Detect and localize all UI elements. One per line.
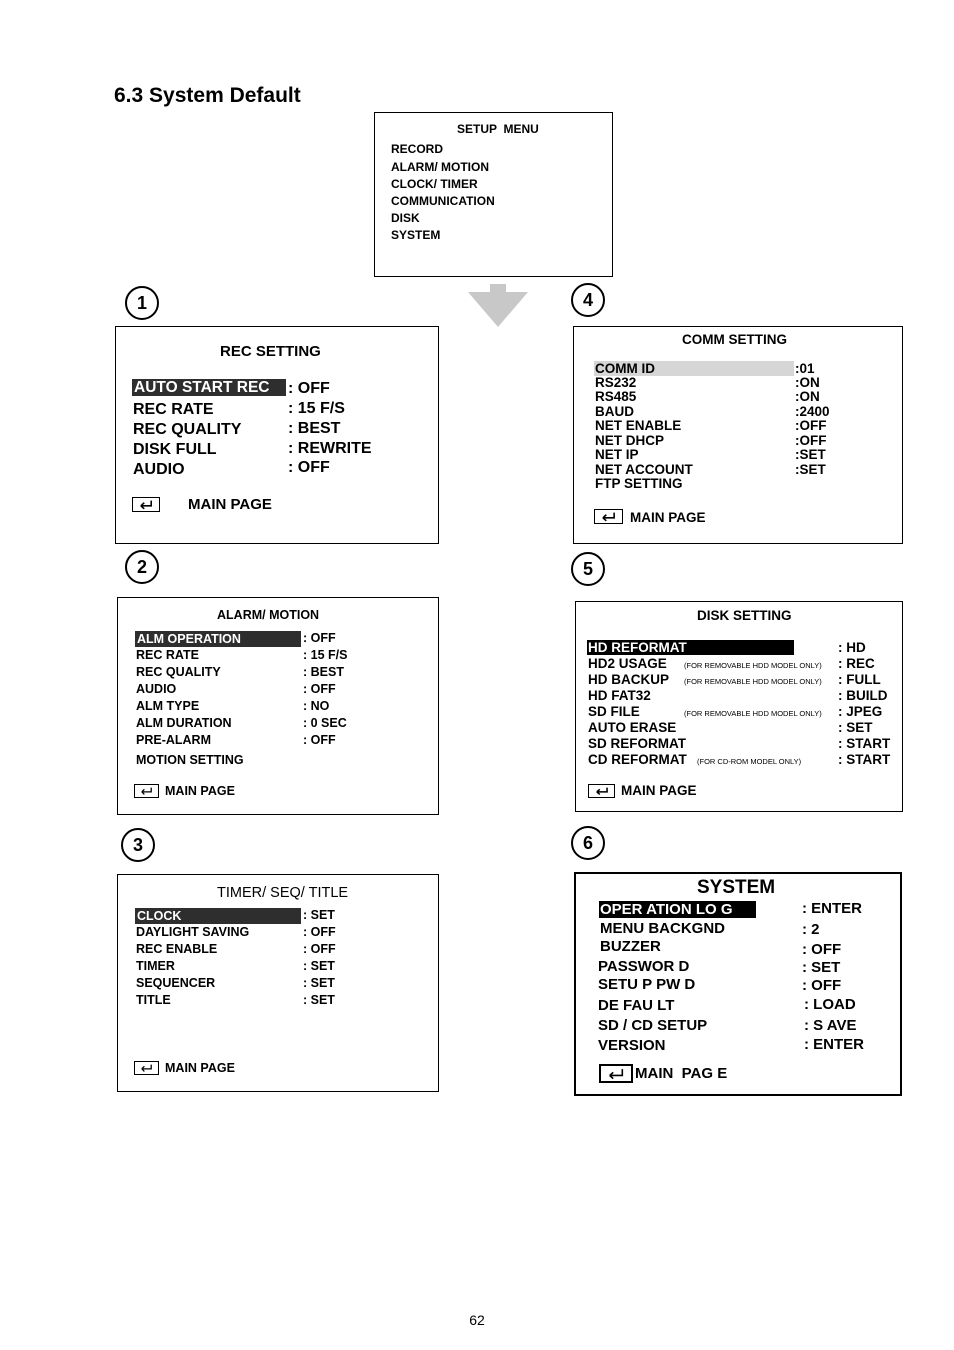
system-row-sd-cd-setup[interactable]: SD / CD SETUP bbox=[598, 1017, 708, 1034]
disk-row-sd-reformat[interactable]: SD REFORMAT bbox=[588, 736, 686, 751]
timer-row-rec-enable[interactable]: REC ENABLE bbox=[136, 942, 218, 956]
comm-row-net-account[interactable]: NET ACCOUNT bbox=[595, 462, 693, 477]
rec-setting-box bbox=[115, 326, 439, 544]
comm-row-rs232[interactable]: RS232 bbox=[595, 375, 637, 390]
disk-row-sd-file-note: (FOR REMOVABLE HDD MODEL ONLY) bbox=[684, 709, 822, 718]
system-row-password[interactable]: PASSWOR D bbox=[598, 958, 690, 975]
disk-row-sd-file-value: : JPEG bbox=[838, 704, 883, 719]
alarm-row-pre-alarm-value: : OFF bbox=[303, 733, 336, 747]
system-row-password-value: : SET bbox=[802, 959, 841, 976]
timer-row-clock-value: : SET bbox=[303, 908, 335, 922]
timer-main-page-link[interactable]: MAIN PAGE bbox=[165, 1061, 235, 1075]
alarm-row-audio[interactable]: AUDIO bbox=[136, 682, 177, 696]
comm-row-net-dhcp[interactable]: NET DHCP bbox=[595, 433, 665, 448]
disk-row-hd-backup[interactable]: HD BACKUP bbox=[588, 672, 669, 687]
rec-row-disk-full-value: : REWRITE bbox=[288, 440, 372, 457]
rec-row-rec-quality-value: : BEST bbox=[288, 420, 341, 437]
return-icon[interactable] bbox=[134, 784, 159, 798]
alarm-motion-title: ALARM/ MOTION bbox=[217, 608, 320, 622]
system-row-menu-backgnd[interactable]: MENU BACKGND bbox=[600, 920, 725, 937]
disk-row-sd-reformat-value: : START bbox=[838, 736, 891, 751]
timer-row-title[interactable]: TITLE bbox=[136, 993, 171, 1007]
marker-2: 2 bbox=[125, 550, 159, 584]
marker-5: 5 bbox=[571, 552, 605, 586]
rec-row-rec-rate[interactable]: REC RATE bbox=[133, 401, 214, 418]
alarm-row-rec-rate[interactable]: REC RATE bbox=[136, 648, 199, 662]
system-row-buzzer-value: : OFF bbox=[802, 941, 842, 958]
return-icon[interactable] bbox=[134, 1061, 159, 1075]
system-title: SYSTEM bbox=[697, 877, 776, 898]
alarm-row-audio-value: : OFF bbox=[303, 682, 336, 696]
alarm-row-motion-setting[interactable]: MOTION SETTING bbox=[136, 753, 244, 767]
marker-4: 4 bbox=[571, 283, 605, 317]
comm-row-baud-value: :2400 bbox=[795, 404, 830, 419]
timer-seq-title-box bbox=[117, 874, 439, 1092]
comm-row-comm-id-value: :01 bbox=[795, 361, 815, 376]
rec-row-auto-start-rec-value: : OFF bbox=[288, 380, 330, 397]
comm-row-net-account-value: :SET bbox=[795, 462, 826, 477]
system-box bbox=[574, 872, 902, 1096]
alarm-row-pre-alarm[interactable]: PRE-ALARM bbox=[136, 733, 211, 747]
comm-row-rs485-value: :ON bbox=[795, 389, 820, 404]
setup-menu-item-record[interactable]: RECORD bbox=[391, 142, 444, 156]
comm-setting-title: COMM SETTING bbox=[682, 332, 787, 347]
comm-row-baud[interactable]: BAUD bbox=[595, 404, 634, 419]
timer-row-rec-enable-value: : OFF bbox=[303, 942, 336, 956]
timer-row-daylight-saving[interactable]: DAYLIGHT SAVING bbox=[136, 925, 250, 939]
comm-row-net-ip-value: :SET bbox=[795, 447, 826, 462]
disk-main-page-link[interactable]: MAIN PAGE bbox=[621, 783, 697, 798]
comm-setting-box bbox=[573, 326, 903, 544]
alarm-row-alm-duration[interactable]: ALM DURATION bbox=[136, 716, 232, 730]
disk-row-hd2-usage[interactable]: HD2 USAGE bbox=[588, 656, 667, 671]
alarm-row-alm-duration-value: : 0 SEC bbox=[303, 716, 347, 730]
alarm-row-alm-operation[interactable]: ALM OPERATION bbox=[135, 631, 301, 647]
setup-menu-title: SETUP MENU bbox=[457, 122, 539, 136]
rec-rate-value: 15 F/S bbox=[297, 400, 345, 417]
comm-row-net-enable-value: :OFF bbox=[795, 418, 827, 433]
return-icon[interactable] bbox=[132, 497, 160, 512]
return-icon[interactable] bbox=[588, 784, 615, 798]
disk-row-hd2-usage-value: : REC bbox=[838, 656, 875, 671]
alarm-row-rec-quality-value: : BEST bbox=[303, 665, 344, 679]
disk-row-hd-backup-note: (FOR REMOVABLE HDD MODEL ONLY) bbox=[684, 677, 822, 686]
disk-row-cd-reformat-value: : START bbox=[838, 752, 891, 767]
rec-setting-title: REC SETTING bbox=[220, 343, 321, 360]
return-icon[interactable] bbox=[599, 1064, 633, 1083]
comm-row-ftp-setting[interactable]: FTP SETTING bbox=[595, 476, 683, 491]
page-number: 62 bbox=[469, 1312, 485, 1328]
alarm-motion-box bbox=[117, 597, 439, 815]
alarm-row-alm-operation-value: : OFF bbox=[303, 631, 336, 645]
alarm-row-alm-type[interactable]: ALM TYPE bbox=[136, 699, 200, 713]
comm-row-net-dhcp-value: :OFF bbox=[795, 433, 827, 448]
alarm-row-rec-quality[interactable]: REC QUALITY bbox=[136, 665, 221, 679]
disk-row-hd-reformat-value: : HD bbox=[838, 640, 866, 655]
disk-setting-title: DISK SETTING bbox=[697, 608, 792, 623]
marker-3: 3 bbox=[121, 828, 155, 862]
disk-row-auto-erase[interactable]: AUTO ERASE bbox=[588, 720, 677, 735]
system-row-default[interactable]: DE FAU LT bbox=[598, 997, 675, 1014]
system-row-version-value: : ENTER bbox=[804, 1036, 864, 1053]
down-arrow-icon bbox=[467, 284, 529, 328]
system-row-setup-pwd[interactable]: SETU P PW D bbox=[598, 976, 696, 993]
rec-quality-value: BEST bbox=[297, 420, 341, 437]
comm-row-net-enable[interactable]: NET ENABLE bbox=[595, 418, 682, 433]
system-row-operation-log-value: : ENTER bbox=[802, 900, 862, 917]
disk-row-auto-erase-value: : SET bbox=[838, 720, 873, 735]
rec-row-rec-rate-value: : 15 F/S bbox=[288, 400, 345, 417]
rec-auto-start-value: OFF bbox=[297, 380, 330, 397]
setup-menu-item-clock-timer[interactable]: CLOCK/ TIMER bbox=[391, 177, 478, 191]
timer-row-clock[interactable]: CLOCK bbox=[135, 908, 301, 924]
system-row-version[interactable]: VERSION bbox=[598, 1037, 666, 1054]
disk-row-hd2-usage-note: (FOR REMOVABLE HDD MODEL ONLY) bbox=[684, 661, 822, 670]
rec-row-auto-start-rec[interactable]: AUTO START REC bbox=[132, 379, 286, 396]
setup-menu-box bbox=[374, 112, 613, 277]
timer-row-sequencer-value: : SET bbox=[303, 976, 335, 990]
timer-seq-title-title: TIMER/ SEQ/ TITLE bbox=[217, 885, 349, 901]
rec-main-page-link[interactable]: MAIN PAGE bbox=[188, 496, 272, 513]
disk-row-cd-reformat-note: (FOR CD-ROM MODEL ONLY) bbox=[697, 757, 802, 766]
timer-row-title-value: : SET bbox=[303, 993, 335, 1007]
rec-row-disk-full[interactable]: DISK FULL bbox=[133, 441, 217, 458]
rec-row-audio-value: : OFF bbox=[288, 459, 330, 476]
alarm-main-page-link[interactable]: MAIN PAGE bbox=[165, 784, 235, 798]
timer-row-timer-value: : SET bbox=[303, 959, 335, 973]
setup-menu-item-disk[interactable]: DISK bbox=[391, 211, 420, 225]
disk-row-cd-reformat[interactable]: CD REFORMAT bbox=[588, 752, 687, 767]
disk-row-hd-fat32-value: : BUILD bbox=[838, 688, 888, 703]
rec-audio-value: OFF bbox=[297, 459, 330, 476]
rec-row-rec-quality[interactable]: REC QUALITY bbox=[133, 421, 242, 438]
comm-row-net-ip[interactable]: NET IP bbox=[595, 447, 639, 462]
setup-menu-item-alarm-motion[interactable]: ALARM/ MOTION bbox=[391, 160, 489, 174]
setup-menu-item-communication[interactable]: COMMUNICATION bbox=[391, 194, 495, 208]
timer-row-daylight-saving-value: : OFF bbox=[303, 925, 336, 939]
system-row-sd-cd-setup-value: : S AVE bbox=[804, 1017, 857, 1034]
comm-main-page-link[interactable]: MAIN PAGE bbox=[630, 510, 706, 525]
system-main-page-link[interactable]: MAIN PAG E bbox=[635, 1065, 728, 1082]
marker-1: 1 bbox=[125, 286, 159, 320]
system-row-default-value: : LOAD bbox=[804, 996, 856, 1013]
alarm-row-rec-rate-value: : 15 F/S bbox=[303, 648, 348, 662]
system-row-buzzer[interactable]: BUZZER bbox=[600, 938, 661, 955]
system-row-menu-backgnd-value: : 2 bbox=[802, 921, 820, 938]
timer-row-timer[interactable]: TIMER bbox=[136, 959, 175, 973]
rec-row-audio[interactable]: AUDIO bbox=[133, 461, 185, 478]
alarm-row-alm-type-value: : NO bbox=[303, 699, 330, 713]
return-icon[interactable] bbox=[594, 509, 623, 524]
timer-row-sequencer[interactable]: SEQUENCER bbox=[136, 976, 216, 990]
comm-row-comm-id[interactable]: COMM ID bbox=[594, 361, 794, 376]
rec-disk-full-value: REWRITE bbox=[297, 440, 372, 457]
disk-row-sd-file[interactable]: SD FILE bbox=[588, 704, 640, 719]
disk-setting-box bbox=[575, 601, 903, 812]
disk-row-hd-fat32[interactable]: HD FAT32 bbox=[588, 688, 651, 703]
marker-6: 6 bbox=[571, 826, 605, 860]
comm-row-rs485[interactable]: RS485 bbox=[595, 389, 637, 404]
page-heading: 6.3 System Default bbox=[114, 84, 301, 107]
system-row-operation-log[interactable]: OPER ATION LO G bbox=[599, 901, 756, 918]
disk-row-hd-reformat[interactable]: HD REFORMAT bbox=[587, 640, 794, 655]
disk-row-hd-backup-value: : FULL bbox=[838, 672, 881, 687]
comm-row-rs232-value: :ON bbox=[795, 375, 820, 390]
system-row-setup-pwd-value: : OFF bbox=[802, 977, 842, 994]
setup-menu-item-system[interactable]: SYSTEM bbox=[391, 228, 441, 242]
